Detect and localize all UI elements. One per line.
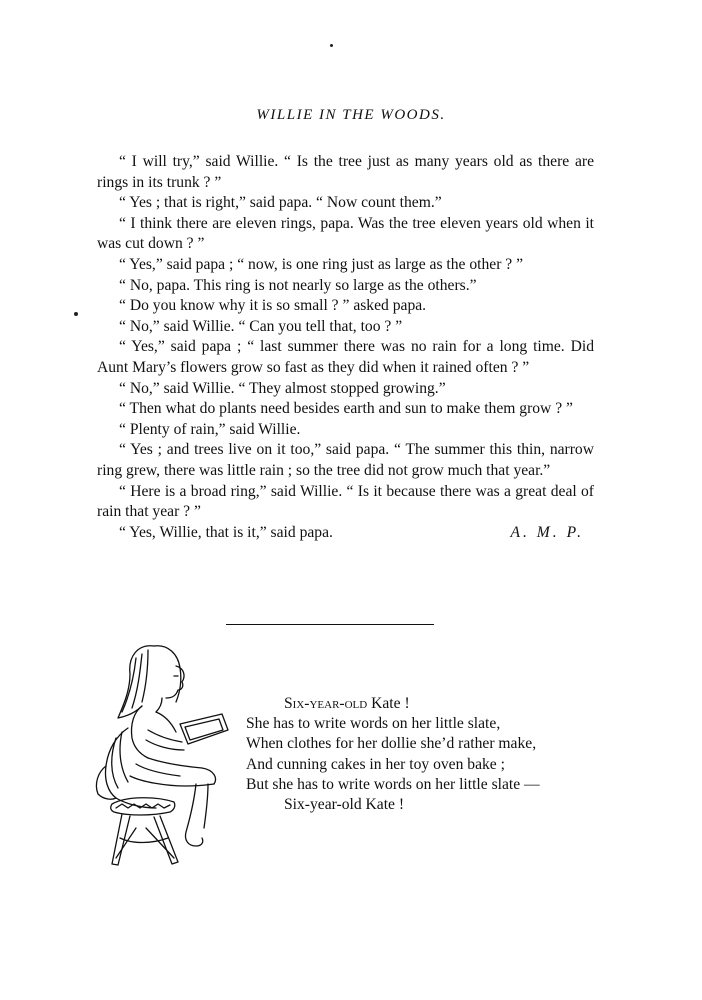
author-signature: A. M. P. [510,523,584,541]
poem-last-line: Six-year-old Kate ! [284,796,405,814]
poem [246,694,606,815]
paragraph: “ I will try,” said Willie. “ Is the tree just as many years old as there are rings in its trunk ? ” [97,153,594,191]
print-speck [330,44,333,47]
poem-line: And cunning cakes in her toy oven bake ; [246,755,505,773]
running-head: WILLIE IN THE WOODS. [256,107,446,123]
paragraph: “ Here is a broad ring,” said Willie. “ Is it because there was a great deal of rain that year ? ” [97,482,594,521]
poem-line: When clothes for her dollie she’d rather make, [246,735,537,753]
poem-line-1 [246,694,606,714]
closing-line [97,523,594,544]
girl-with-slate-illustration [76,632,246,872]
paragraph: “ No,” said Willie. “ Can you tell that, too ? ” [119,317,403,335]
poem-line: But she has to write words on her little slate — [246,775,540,793]
paragraph: “ Yes,” said papa ; “ now, is one ring just as large as the other ? ” [119,255,524,273]
poem-line: She has to write words on her little slate, [246,715,501,733]
paragraph: “ Then what do plants need besides earth and sun to make them grow ? ” [119,400,573,418]
paragraph: “ Do you know why it is so small ? ” asked papa. [119,297,427,315]
print-speck [74,312,78,316]
paragraph: “ I think there are eleven rings, papa. Was the tree eleven years old when it was cut down ? ” [97,214,594,253]
paragraph: “ Yes ; that is right,” said papa. “ Now count them.” [119,194,442,212]
story-text [97,152,594,543]
paragraph: “ No,” said Willie. “ They almost stopped growing.” [119,379,446,397]
section-divider [226,624,434,625]
paragraph: “ No, papa. This ring is not nearly so large as the others.” [119,276,477,294]
paragraph: “ Yes,” said papa ; “ last summer there was no rain for a long time. Did Aunt Mary’s flowers grow so fast as they did when it rained often ? ” [97,338,594,376]
paragraph: “ Yes ; and trees live on it too,” said papa. “ The summer this thin, narrow ring grew, there was little rain ; so the tree did not grow much that year.” [97,441,594,479]
poem-line-1-rest: Kate ! [367,695,410,712]
paragraph: “ Plenty of rain,” said Willie. [119,420,301,438]
closing-text: “ Yes, Willie, that is it,” said papa. [119,523,333,541]
poem-smallcaps: Six-year-old [284,695,368,712]
